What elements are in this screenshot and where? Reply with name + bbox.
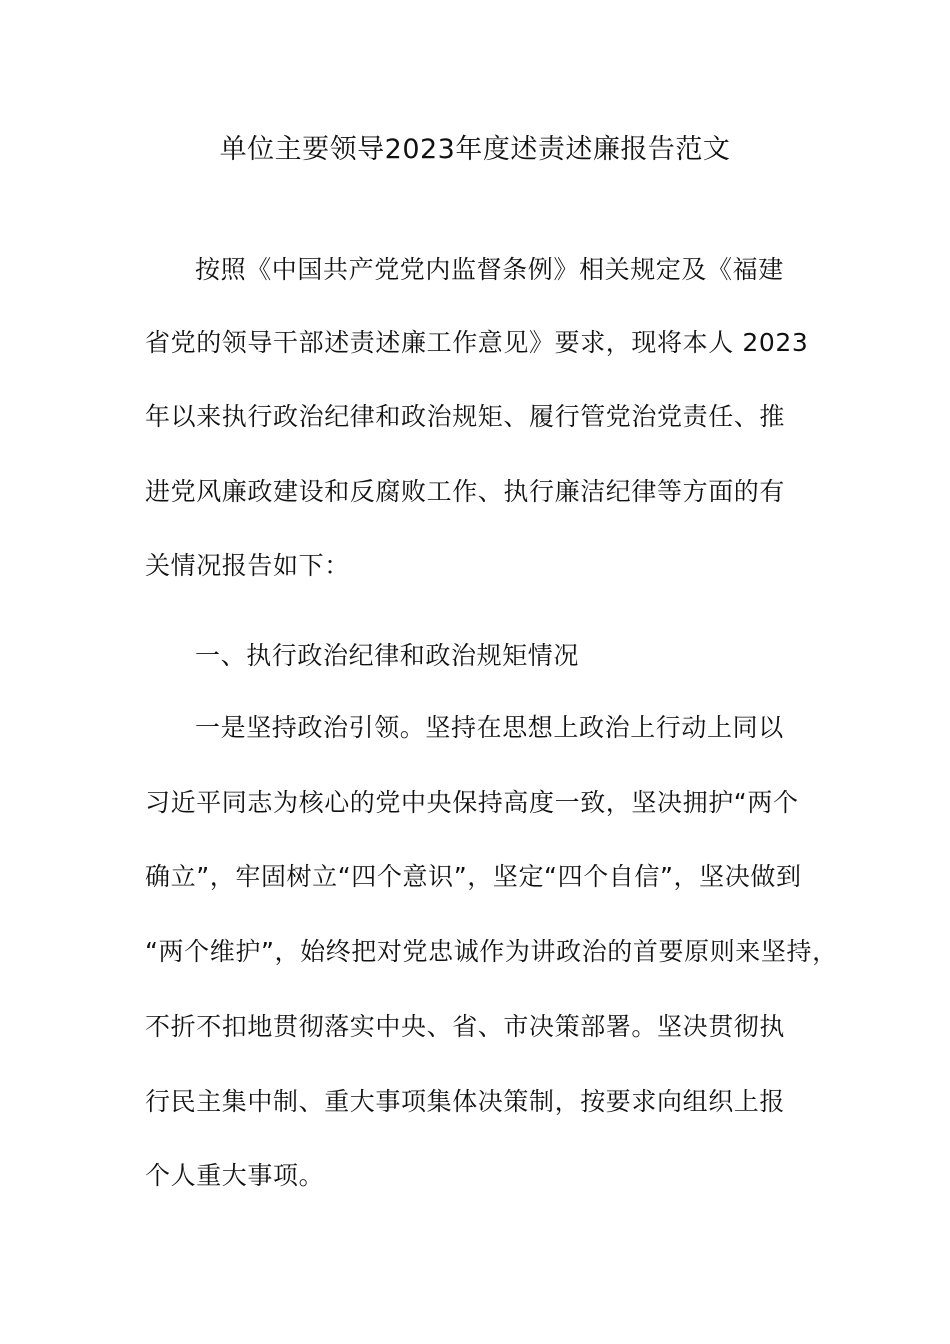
para1-line-2: 习近平同志为核心的党中央保持高度一致，坚决拥护“两个 xyxy=(145,788,799,817)
para1-line-5: 不折不扣地贯彻落实中央、省、市决策部署。坚决贯彻执 xyxy=(145,1012,786,1041)
para1-line-1: 一是坚持政治引领。坚持在思想上政治上行动上同以 xyxy=(195,713,784,742)
intro-line-3: 年以来执行政治纪律和政治规矩、履行管党治党责任、推 xyxy=(145,402,786,431)
section-heading: 一、执行政治纪律和政治规矩情况 xyxy=(195,641,580,670)
para1-line-3: 确立”，牢固树立“四个意识”，坚定“四个自信”，坚决做到 xyxy=(145,862,802,891)
para1-line-6: 行民主集中制、重大事项集体决策制，按要求向组织上报 xyxy=(145,1087,786,1116)
intro-line-4: 进党风廉政建设和反腐败工作、执行廉洁纪律等方面的有 xyxy=(145,477,786,506)
intro-line-2: 省党的领导干部述责述廉工作意见》要求，现将本人 2023 xyxy=(145,328,809,357)
intro-line-1: 按照《中国共产党党内监督条例》相关规定及《福建 xyxy=(195,255,784,284)
para1-line-4: “两个维护”，始终把对党忠诚作为讲政治的首要原则来坚持， xyxy=(145,937,838,966)
intro-line-5: 关情况报告如下： xyxy=(145,551,350,580)
document-title: 单位主要领导2023年度述责述廉报告范文 xyxy=(219,134,731,165)
para1-line-7: 个人重大事项。 xyxy=(145,1161,325,1190)
